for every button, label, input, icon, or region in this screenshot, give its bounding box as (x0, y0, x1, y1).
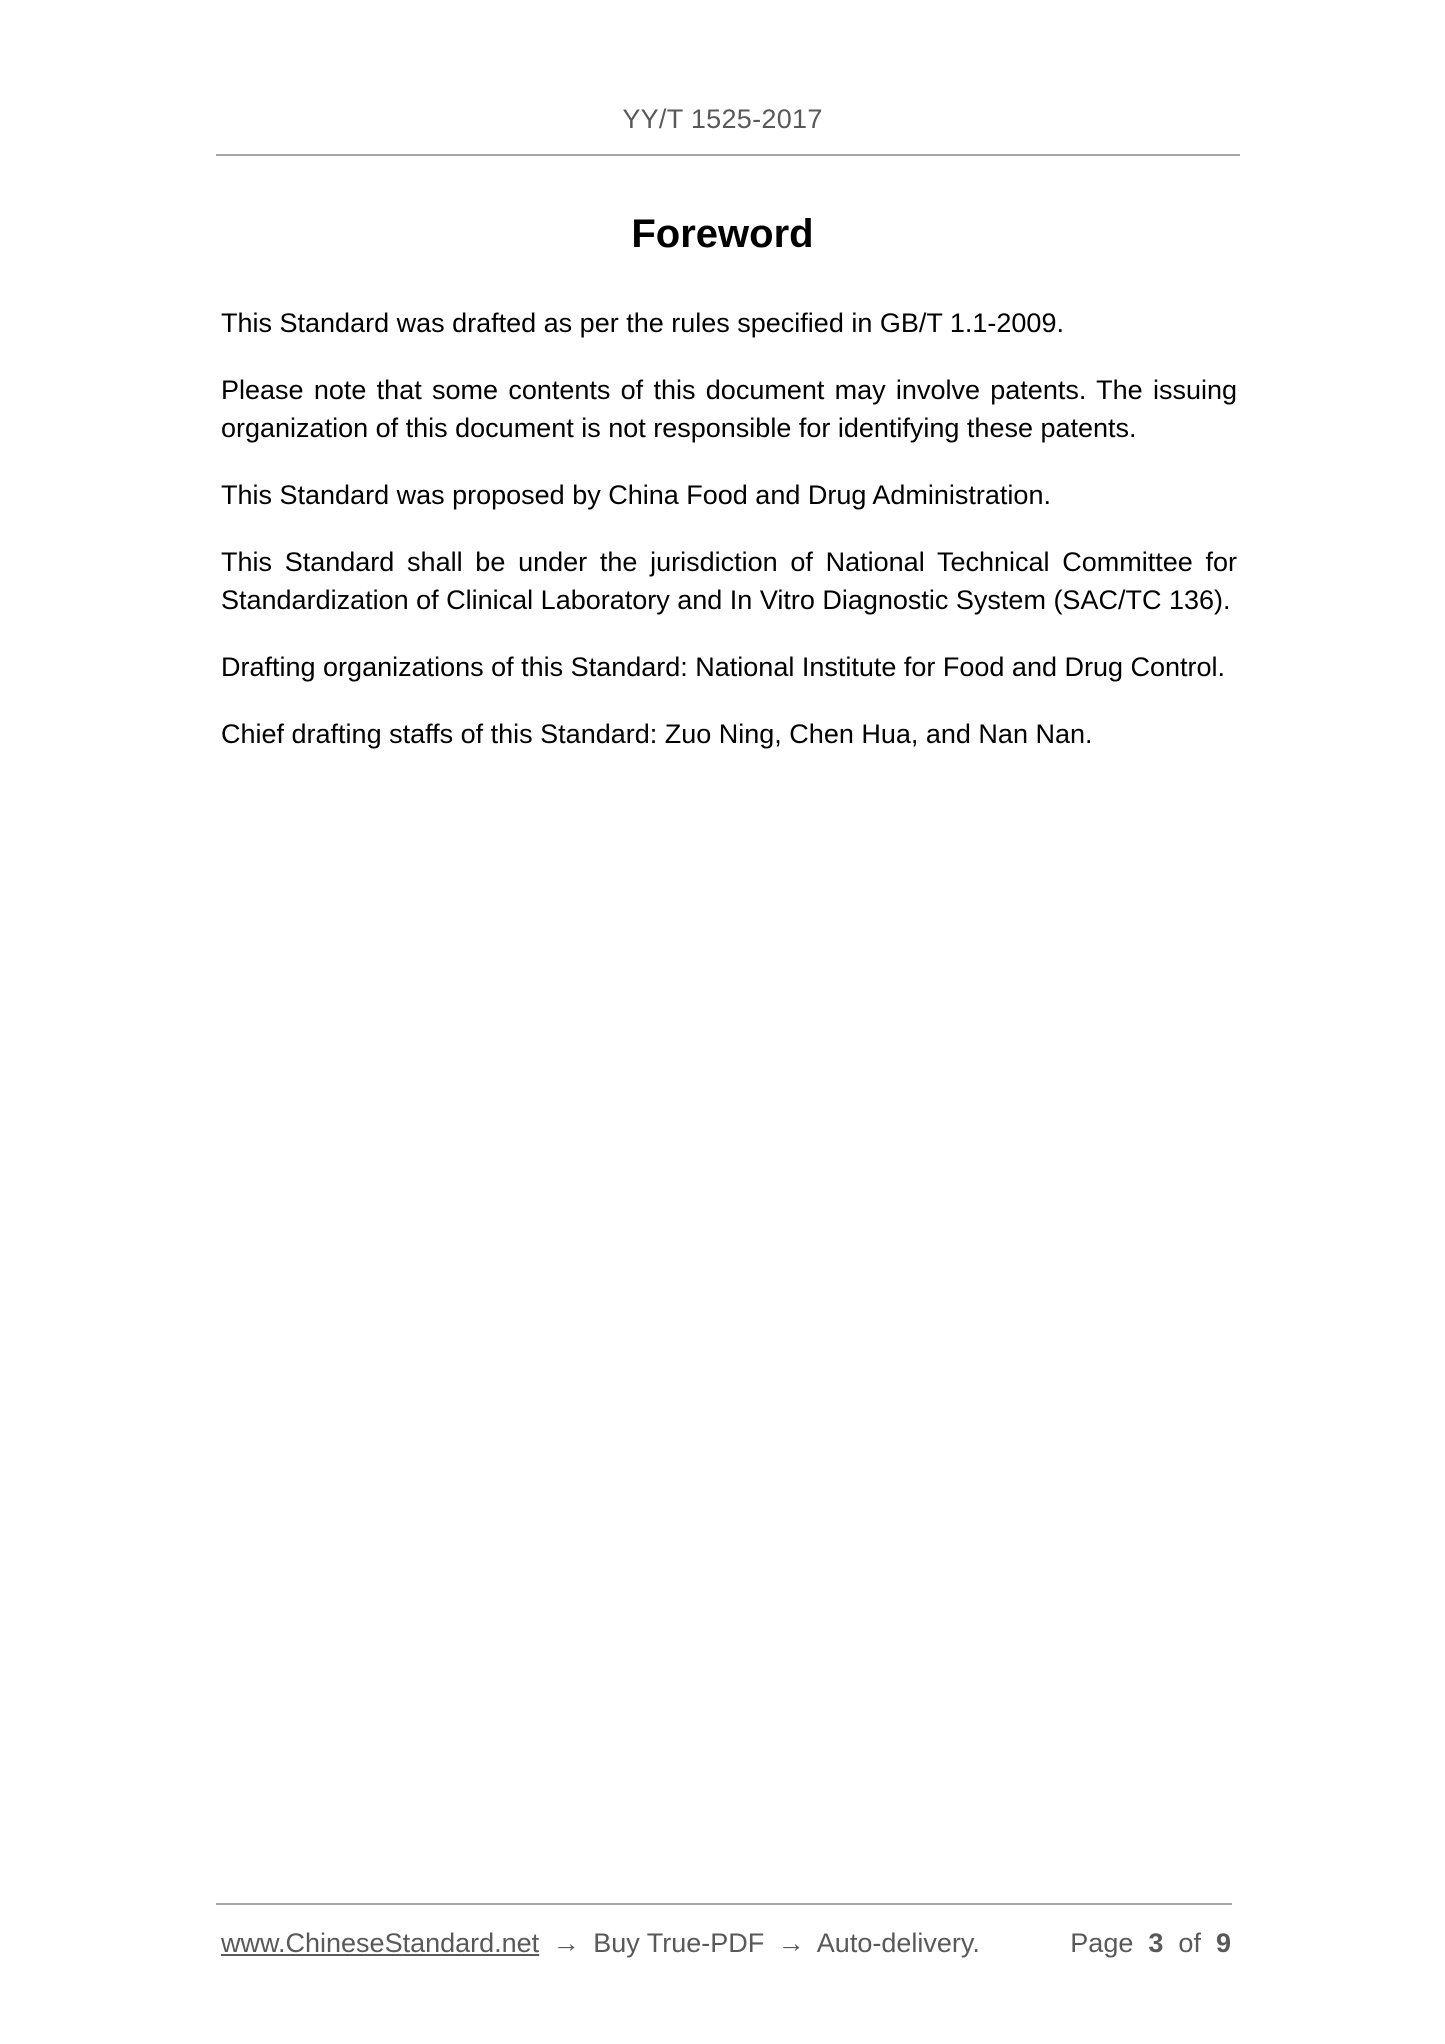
buy-true-pdf-text: Buy True-PDF (593, 1928, 765, 1958)
paragraph-drafting-rules: This Standard was drafted as per the rules specified in GB/T 1.1-2009. (221, 308, 1064, 338)
header-doc-code: YY/T 1525-2017 (622, 104, 823, 134)
paragraph-proposed-by: This Standard was proposed by China Food and Drug Administration. (221, 480, 1051, 510)
site-link[interactable]: www.ChineseStandard.net (221, 1928, 540, 1958)
arrow-right-icon: → (777, 1928, 805, 1958)
page-of-label: of (1178, 1928, 1201, 1958)
page-title: Foreword (631, 212, 814, 256)
footer-divider (216, 1903, 1232, 1905)
auto-delivery-text: Auto-delivery. (816, 1928, 980, 1958)
page-indicator (1070, 1924, 1231, 1962)
page-current: 3 (1148, 1928, 1164, 1958)
document-body (221, 304, 1237, 782)
page-total: 9 (1215, 1928, 1231, 1958)
paragraph-patents-note: Please note that some contents of this document may involve patents. The issuing organization of this document is not responsible for identifying these patents. (221, 375, 1237, 443)
paragraph-drafting-staff: Chief drafting staffs of this Standard: Zuo Ning, Chen Hua, and Nan Nan. (221, 719, 1093, 749)
paragraph-drafting-organizations: Drafting organizations of this Standard: National Institute for Food and Drug Control. (221, 652, 1226, 682)
header-divider (216, 154, 1240, 156)
footer (221, 1924, 1231, 1962)
page-label: Page (1070, 1928, 1134, 1958)
paragraph-jurisdiction: This Standard shall be under the jurisdiction of National Technical Committee for Standardization of Clinical Laboratory and In Vitro Diagnostic System (SAC/TC 136). (221, 547, 1237, 615)
arrow-right-icon: → (552, 1928, 580, 1958)
